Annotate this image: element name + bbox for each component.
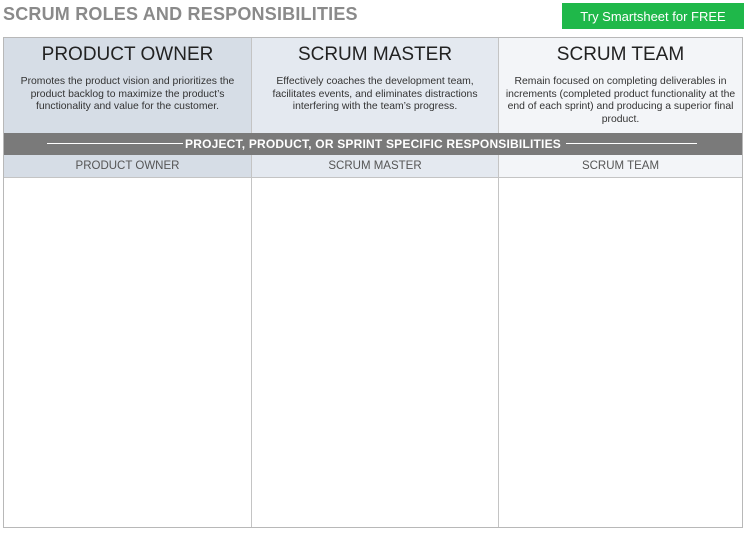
role-description-product-owner: Promotes the product vision and prioritizes the product backlog to maximize the product’s functionality and value for the customer. [20,76,235,112]
role-card-product-owner [4,38,251,133]
role-title-scrum-master: SCRUM MASTER [297,44,453,65]
responsibilities-cell-product-owner[interactable] [4,178,251,527]
role-card-scrum-team [498,38,742,133]
responsibilities-body-row [4,178,742,527]
role-description-scrum-team: Remain focused on completing deliverables in increments (completed product functionality at the end of each sprint) and producing a superior final product. [505,76,736,125]
column-header-scrum-master: SCRUM MASTER [251,155,498,177]
roles-table [3,37,743,528]
column-header-product-owner: PRODUCT OWNER [4,155,251,177]
column-header-row [4,155,742,178]
responsibilities-cell-scrum-master[interactable] [251,178,498,527]
section-banner-text: PROJECT, PRODUCT, OR SPRINT SPECIFIC RESPONSIBILITIES [185,137,561,151]
column-header-scrum-team: SCRUM TEAM [498,155,742,177]
responsibilities-cell-scrum-team[interactable] [498,178,742,527]
banner-divider-left [47,143,183,144]
page-title: SCRUM ROLES AND RESPONSIBILITIES [3,4,358,24]
banner-divider-right [566,143,697,144]
try-smartsheet-button[interactable]: Try Smartsheet for FREE [562,3,744,29]
role-description-scrum-master: Effectively coaches the development team, facilitates events, and eliminates distractions interfering with the team’s progress. [272,76,478,112]
role-summary-row [4,38,742,133]
role-title-product-owner: PRODUCT OWNER [41,44,214,65]
section-banner [4,133,742,155]
role-title-scrum-team: SCRUM TEAM [556,44,685,65]
role-card-scrum-master [251,38,498,133]
